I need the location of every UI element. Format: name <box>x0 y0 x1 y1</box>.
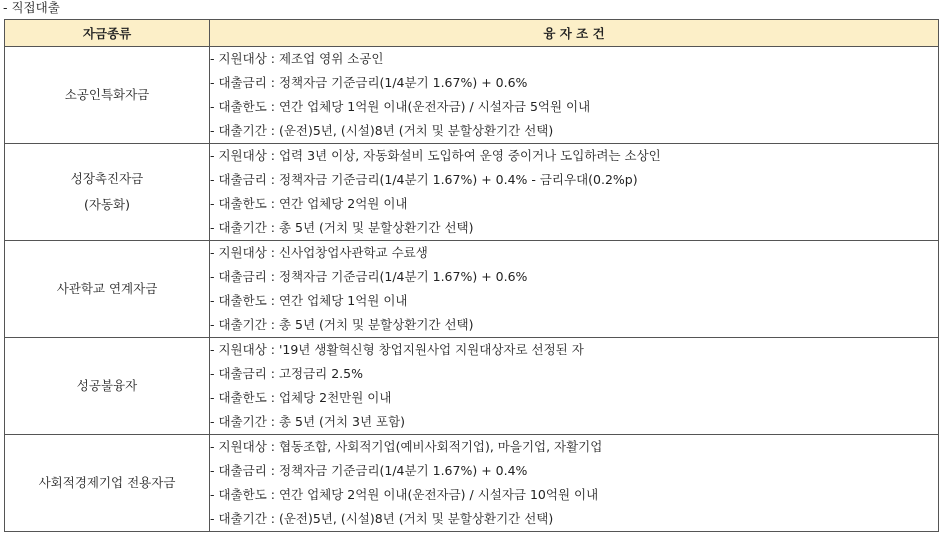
condition-loan-limit: - 대출한도 : 연간 업체당 1억원 이내 <box>210 293 408 308</box>
condition-loan-period: - 대출기간 : (운전)5년, (시설)8년 (거치 및 분할상환기간 선택) <box>210 511 554 526</box>
condition-interest-rate: - 대출금리 : 정책자금 기준금리(1/4분기 1.67%) + 0.4% - 금리우대(0.2%p) <box>210 172 638 187</box>
fund-type-name: 사회적경제기업 전용자금 <box>38 475 176 490</box>
fund-type-name: 성장촉진자금 <box>70 171 144 186</box>
condition-eligibility: - 지원대상 : 협동조합, 사회적기업(예비사회적기업), 마을기업, 자활기업 <box>210 439 603 454</box>
conditions-cell <box>210 47 939 144</box>
condition-interest-rate: - 대출금리 : 정책자금 기준금리(1/4분기 1.67%) + 0.6% <box>210 269 528 284</box>
conditions-cell <box>210 338 939 435</box>
conditions-cell <box>210 144 939 241</box>
fund-type-subtitle: (자동화) <box>84 197 130 212</box>
table-row <box>5 241 939 338</box>
table-row <box>5 144 939 241</box>
table-row <box>5 435 939 532</box>
condition-loan-period: - 대출기간 : 총 5년 (거치 및 분할상환기간 선택) <box>210 317 474 332</box>
conditions-cell <box>210 241 939 338</box>
fund-type-name: 성공불융자 <box>76 378 138 393</box>
fund-type-name: 사관학교 연계자금 <box>56 281 158 296</box>
condition-loan-limit: - 대출한도 : 업체당 2천만원 이내 <box>210 390 392 405</box>
condition-loan-period: - 대출기간 : 총 5년 (거치 및 분할상환기간 선택) <box>210 220 474 235</box>
condition-interest-rate: - 대출금리 : 정책자금 기준금리(1/4분기 1.67%) + 0.4% <box>210 463 528 478</box>
table-header-row <box>5 20 939 47</box>
fund-type-cell <box>5 47 210 144</box>
loan-conditions-table <box>4 19 939 532</box>
table-row <box>5 47 939 144</box>
fund-type-cell <box>5 144 210 241</box>
condition-loan-limit: - 대출한도 : 연간 업체당 2억원 이내(운전자금) / 시설자금 10억원 이내 <box>210 487 599 502</box>
table-row <box>5 338 939 435</box>
condition-eligibility: - 지원대상 : '19년 생활혁신형 창업지원사업 지원대상자로 선정된 자 <box>210 342 584 357</box>
fund-type-cell <box>5 241 210 338</box>
conditions-cell <box>210 435 939 532</box>
condition-loan-limit: - 대출한도 : 연간 업체당 1억원 이내(운전자금) / 시설자금 5억원 이내 <box>210 99 591 114</box>
condition-interest-rate: - 대출금리 : 정책자금 기준금리(1/4분기 1.67%) + 0.6% <box>210 75 528 90</box>
condition-loan-limit: - 대출한도 : 연간 업체당 2억원 이내 <box>210 196 408 211</box>
condition-interest-rate: - 대출금리 : 고정금리 2.5% <box>210 366 363 381</box>
section-heading: - 직접대출 <box>3 0 60 15</box>
condition-loan-period: - 대출기간 : 총 5년 (거치 3년 포함) <box>210 414 406 429</box>
condition-eligibility: - 지원대상 : 신사업창업사관학교 수료생 <box>210 245 428 260</box>
fund-type-cell <box>5 435 210 532</box>
column-header-loan-conditions: 융 자 조 건 <box>210 20 939 47</box>
condition-eligibility: - 지원대상 : 업력 3년 이상, 자동화설비 도입하여 운영 중이거나 도입하려는 소상인 <box>210 148 661 163</box>
condition-loan-period: - 대출기간 : (운전)5년, (시설)8년 (거치 및 분할상환기간 선택) <box>210 123 554 138</box>
fund-type-name: 소공인특화자금 <box>64 87 150 102</box>
condition-eligibility: - 지원대상 : 제조업 영위 소공인 <box>210 51 384 66</box>
column-header-fund-type: 자금종류 <box>5 20 210 47</box>
fund-type-cell <box>5 338 210 435</box>
